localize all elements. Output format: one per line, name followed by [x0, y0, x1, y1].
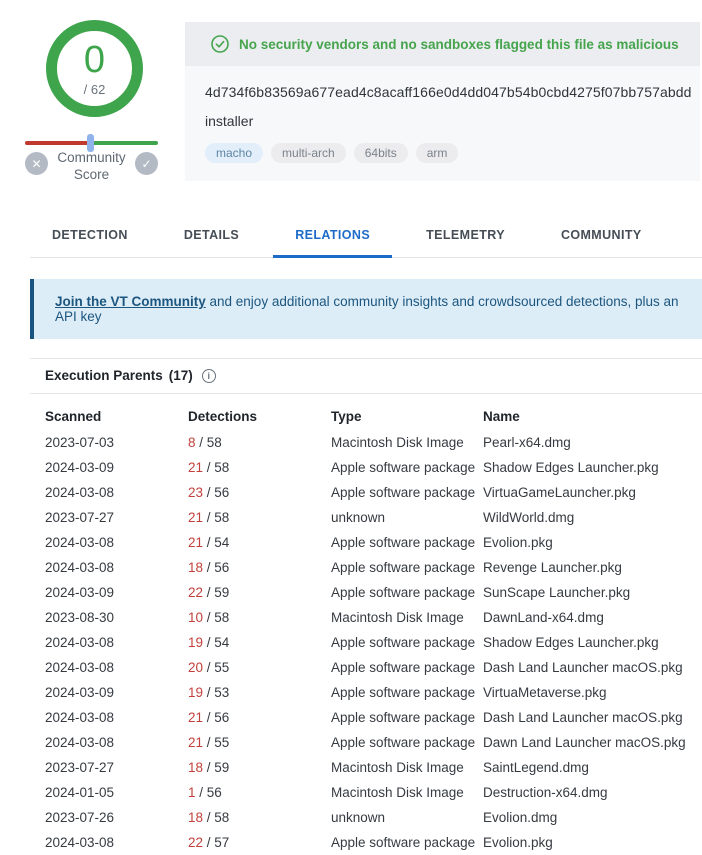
file-type: Apple software package: [331, 685, 476, 700]
tab-relations[interactable]: RELATIONS: [273, 224, 392, 258]
detections-total: / 58: [203, 610, 230, 625]
detections-total: / 59: [203, 760, 230, 775]
community-score-label: Community Score: [57, 150, 126, 182]
detections-cell: [188, 785, 331, 800]
detections-cell: [188, 560, 331, 575]
file-type: Macintosh Disk Image: [331, 760, 464, 775]
community-cta-banner: [30, 279, 702, 339]
report-tabs: [30, 224, 702, 258]
parent-file-name[interactable]: DawnLand-x64.dmg: [483, 610, 604, 625]
scanned-date: 2023-07-27: [45, 510, 115, 525]
scanned-date: 2024-03-09: [45, 685, 115, 700]
tab-telemetry[interactable]: TELEMETRY: [426, 228, 505, 242]
detections-cell: [188, 610, 331, 625]
parent-file-name[interactable]: VirtuaGameLauncher.pkg: [483, 485, 636, 500]
detections-total: / 58: [195, 435, 222, 450]
table-row: [30, 580, 702, 605]
section-count: (17): [168, 368, 193, 383]
detections-cell: [188, 710, 331, 725]
detections-positives: 21: [188, 460, 204, 475]
community-score-bar: [25, 141, 158, 145]
detections-positives: 21: [188, 735, 204, 750]
parent-file-name[interactable]: Evolion.pkg: [483, 535, 553, 550]
detections-positives: 21: [188, 710, 204, 725]
cta-text: and enjoy additional community insights and crowdsourced detections, plus an API key: [55, 294, 679, 324]
file-tag[interactable]: macho: [205, 143, 263, 163]
detections-total: / 54: [203, 635, 230, 650]
verdict-banner: [185, 22, 700, 66]
community-score-row: [25, 150, 158, 184]
parent-file-name[interactable]: Evolion.pkg: [483, 835, 553, 850]
detections-positives: 22: [188, 585, 204, 600]
table-row: [30, 680, 702, 705]
parent-file-name[interactable]: Evolion.dmg: [483, 810, 558, 825]
detections-positives: 20: [188, 660, 204, 675]
detections-cell: [188, 460, 331, 475]
scanned-date: 2024-01-05: [45, 785, 115, 800]
file-type: Macintosh Disk Image: [331, 610, 464, 625]
file-type: Apple software package: [331, 735, 476, 750]
file-type: Apple software package: [331, 660, 476, 675]
detections-positives: 21: [188, 535, 204, 550]
table-row: [30, 730, 702, 755]
check-circle-icon: [211, 35, 229, 53]
table-header: [30, 394, 702, 430]
table-row: [30, 780, 702, 805]
detections-positives: 1: [188, 785, 196, 800]
info-icon[interactable]: i: [202, 369, 216, 383]
detections-cell: [188, 660, 331, 675]
file-type: Apple software package: [331, 535, 476, 550]
detections-total: / 56: [195, 785, 222, 800]
scanned-date: 2024-03-09: [45, 585, 115, 600]
detections-cell: [188, 735, 331, 750]
report-header: [0, 0, 702, 200]
file-hash[interactable]: 4d734f6b83569a677ead4c8acaff166e0d4dd047b54b0cbd4275f07bb757abdd: [205, 84, 692, 100]
detections-cell: [188, 760, 331, 775]
scanned-date: 2024-03-08: [45, 660, 115, 675]
detections-total: / 59: [203, 585, 230, 600]
upvote-icon[interactable]: ✓: [135, 152, 158, 175]
detections-cell: [188, 535, 331, 550]
detections-total: / 53: [203, 685, 230, 700]
file-name-label: installer: [205, 113, 254, 129]
detections-total: / 55: [203, 660, 230, 675]
file-type: Apple software package: [331, 460, 476, 475]
tab-details[interactable]: DETAILS: [183, 228, 240, 242]
parent-file-name[interactable]: Shadow Edges Launcher.pkg: [483, 460, 659, 475]
scanned-date: 2024-03-09: [45, 460, 115, 475]
table-body: [30, 430, 702, 855]
parent-file-name[interactable]: Destruction-x64.dmg: [483, 785, 608, 800]
file-type: Apple software package: [331, 835, 476, 850]
scanned-date: 2023-07-27: [45, 760, 115, 775]
tab-detection[interactable]: DETECTION: [52, 228, 128, 242]
detections-positives: 8: [188, 435, 196, 450]
table-row: [30, 430, 702, 455]
scanned-date: 2024-03-08: [45, 710, 115, 725]
parent-file-name[interactable]: Dash Land Launcher macOS.pkg: [483, 660, 683, 675]
table-row: [30, 605, 702, 630]
detections-cell: [188, 585, 331, 600]
detections-cell: [188, 510, 331, 525]
scanned-date: 2024-03-08: [45, 560, 115, 575]
table-row: [30, 830, 702, 855]
file-type: Macintosh Disk Image: [331, 435, 464, 450]
table-row: [30, 505, 702, 530]
parent-file-name[interactable]: SunScape Launcher.pkg: [483, 585, 631, 600]
table-row: [30, 455, 702, 480]
table-row: [30, 805, 702, 830]
join-community-link[interactable]: Join the VT Community: [55, 294, 206, 309]
table-row: [30, 755, 702, 780]
table-row: [30, 630, 702, 655]
table-row: [30, 705, 702, 730]
scanned-date: 2024-03-08: [45, 635, 115, 650]
detections-cell: [188, 635, 331, 650]
detections-total: / 54: [203, 535, 230, 550]
detections-positives: 19: [188, 635, 204, 650]
file-info-panel: [185, 66, 700, 181]
column-header-name: Name: [483, 408, 520, 424]
tab-community[interactable]: COMMUNITY: [560, 228, 642, 242]
detections-positives: 18: [188, 560, 204, 575]
detections-cell: [188, 685, 331, 700]
file-type: Apple software package: [331, 635, 476, 650]
file-type: Apple software package: [331, 585, 476, 600]
execution-parents-section: [30, 358, 702, 855]
detection-total: / 62: [83, 81, 106, 97]
detections-positives: 18: [188, 810, 204, 825]
scanned-date: 2024-03-08: [45, 535, 115, 550]
detections-total: / 58: [203, 510, 230, 525]
column-header-type: Type: [331, 408, 362, 424]
parent-file-name[interactable]: Dash Land Launcher macOS.pkg: [483, 710, 683, 725]
file-tags: [205, 143, 680, 163]
table-row: [30, 655, 702, 680]
parent-file-name[interactable]: SaintLegend.dmg: [483, 760, 589, 775]
file-type: Apple software package: [331, 485, 476, 500]
detection-score: 0: [83, 38, 106, 81]
detections-positives: 18: [188, 760, 204, 775]
detections-total: / 55: [203, 735, 230, 750]
parent-file-name[interactable]: Dawn Land Launcher macOS.pkg: [483, 735, 686, 750]
detections-total: / 57: [203, 835, 230, 850]
detections-positives: 21: [188, 510, 204, 525]
section-title-row: [30, 359, 702, 394]
file-tag[interactable]: 64bits: [354, 143, 408, 163]
table-row: [30, 555, 702, 580]
file-type: Apple software package: [331, 710, 476, 725]
section-title: Execution Parents: [45, 368, 163, 383]
scanned-date: 2023-08-30: [45, 610, 115, 625]
scanned-date: 2024-03-08: [45, 735, 115, 750]
file-tag[interactable]: arm: [416, 143, 459, 163]
detections-total: / 58: [203, 810, 230, 825]
parent-file-name[interactable]: Shadow Edges Launcher.pkg: [483, 635, 659, 650]
score-bar-negative: [25, 141, 91, 145]
detection-gauge: [46, 20, 143, 117]
scanned-date: 2024-03-08: [45, 835, 115, 850]
parent-file-name[interactable]: VirtuaMetaverse.pkg: [483, 685, 607, 700]
scanned-date: 2023-07-03: [45, 435, 115, 450]
detections-cell: [188, 435, 331, 450]
table-row: [30, 480, 702, 505]
detections-positives: 22: [188, 835, 204, 850]
file-summary-card: [185, 22, 700, 181]
parent-file-name[interactable]: Pearl-x64.dmg: [483, 435, 571, 450]
downvote-icon[interactable]: ✕: [25, 152, 48, 175]
file-tag[interactable]: multi-arch: [271, 143, 346, 163]
parent-file-name[interactable]: Revenge Launcher.pkg: [483, 560, 622, 575]
detections-cell: [188, 485, 331, 500]
file-type: Macintosh Disk Image: [331, 785, 464, 800]
table-row: [30, 530, 702, 555]
detections-cell: [188, 810, 331, 825]
file-type: unknown: [331, 510, 386, 525]
scanned-date: 2024-03-08: [45, 485, 115, 500]
file-type: unknown: [331, 810, 386, 825]
column-header-detections: Detections: [188, 408, 258, 424]
detections-total: / 56: [203, 485, 230, 500]
detections-positives: 10: [188, 610, 204, 625]
parent-file-name[interactable]: WildWorld.dmg: [483, 510, 575, 525]
score-bar-positive: [91, 141, 158, 145]
detections-positives: 23: [188, 485, 204, 500]
detections-total: / 56: [203, 710, 230, 725]
scanned-date: 2023-07-26: [45, 810, 115, 825]
detections-positives: 19: [188, 685, 204, 700]
verdict-text: No security vendors and no sandboxes flagged this file as malicious: [239, 36, 679, 52]
column-header-scanned: Scanned: [45, 408, 102, 424]
file-type: Apple software package: [331, 560, 476, 575]
detections-total: / 58: [203, 460, 230, 475]
detections-total: / 56: [203, 560, 230, 575]
